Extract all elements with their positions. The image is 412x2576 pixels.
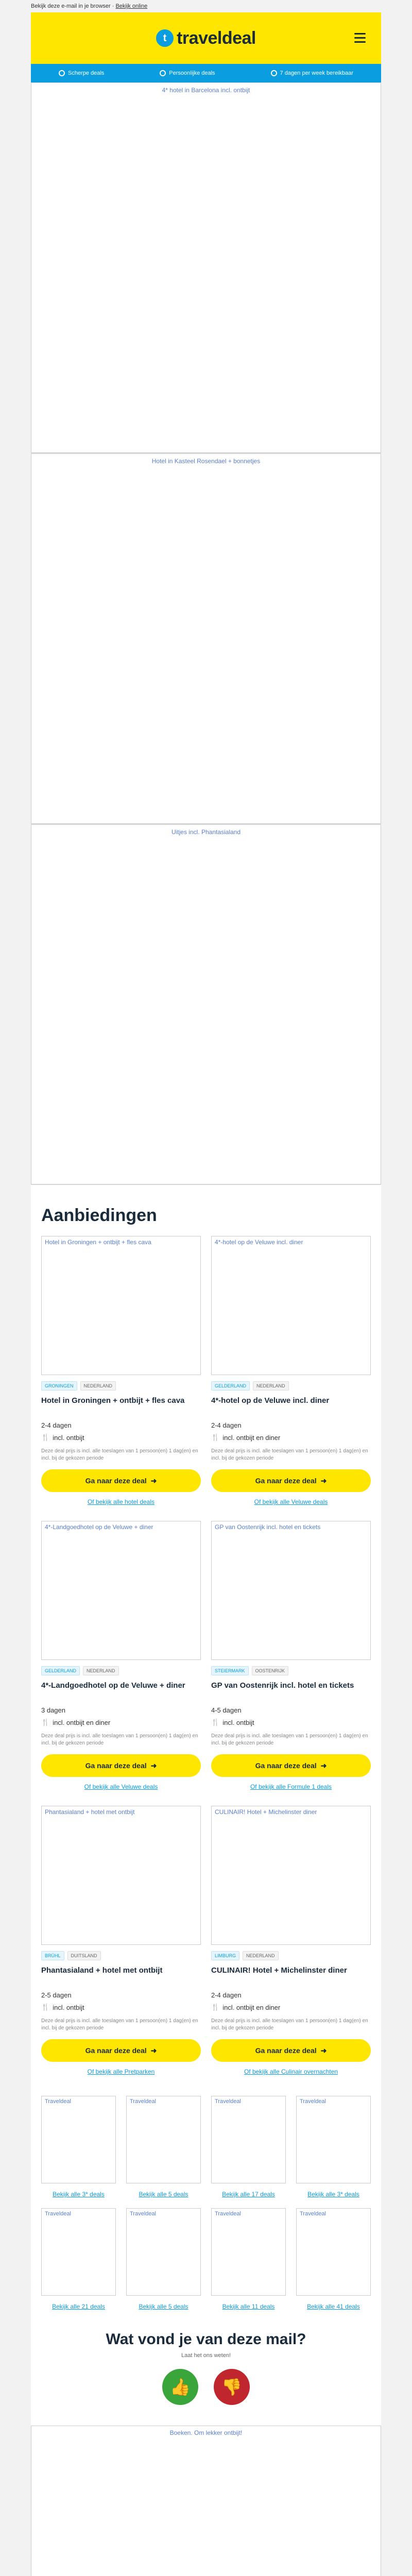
category-image-alt: Traveldeal xyxy=(45,2098,71,2105)
arrow-right-icon: ➜ xyxy=(150,1761,157,1770)
promo-banner[interactable] xyxy=(31,2426,381,2576)
offer-image[interactable] xyxy=(211,1521,371,1660)
offer-category-link[interactable]: Of bekijk alle Veluwe deals xyxy=(84,1783,158,1790)
usp-label: 7 dagen per week bereikbaar xyxy=(280,70,354,76)
go-to-deal-button[interactable] xyxy=(41,1469,201,1492)
offer-note: Deze deal prijs is incl. alle toeslagen van 1 persoon(en) 1 dag(en) en incl. bij de gekozen periode xyxy=(41,2018,198,2031)
offer-note: Deze deal prijs is incl. alle toeslagen van 1 persoon(en) 1 dag(en) en incl. bij de gekozen periode xyxy=(211,1448,368,1461)
offer-note: Deze deal prijs is incl. alle toeslagen van 1 persoon(en) 1 dag(en) en incl. bij de gekozen periode xyxy=(41,1733,198,1746)
view-online-link[interactable]: Bekijk online xyxy=(115,3,148,9)
category-image[interactable] xyxy=(41,2208,116,2296)
offer-meal xyxy=(41,1433,201,1442)
thumbs-up-icon[interactable]: 👍 xyxy=(162,2369,198,2405)
category-link[interactable]: Bekijk alle 41 deals xyxy=(307,2303,360,2310)
offer-image[interactable] xyxy=(211,1806,371,1945)
offer-card[interactable] xyxy=(41,1521,201,1790)
category-image[interactable] xyxy=(126,2096,201,2183)
offer-title[interactable]: Hotel in Groningen + ontbijt + fles cava xyxy=(41,1396,185,1405)
promo-alt-text: Boeken. Om lekker ontbijt! xyxy=(169,2429,243,2436)
usp-label: Persoonlijke deals xyxy=(169,70,215,76)
logo-mark-icon: t xyxy=(156,29,174,47)
usp-bar xyxy=(31,64,381,82)
offer-image[interactable] xyxy=(41,1236,201,1375)
offer-title[interactable]: 4*-Landgoedhotel op de Veluwe + diner xyxy=(41,1681,185,1690)
category-image-alt: Traveldeal xyxy=(215,2211,241,2217)
go-to-deal-button[interactable] xyxy=(211,2039,371,2062)
offer-meal xyxy=(41,1718,201,1726)
category-link[interactable]: Bekijk alle 17 deals xyxy=(222,2191,275,2198)
offer-card[interactable] xyxy=(211,1236,371,1505)
hero-alt-text: Hotel in Kasteel Rosendael + bonnetjes xyxy=(151,457,261,465)
country-tag: NEDERLAND xyxy=(80,1381,116,1391)
category-image[interactable] xyxy=(296,2096,371,2183)
hero-banner-rosendael[interactable] xyxy=(31,453,381,824)
category-image[interactable] xyxy=(41,2096,116,2183)
category-link[interactable]: Bekijk alle 3* deals xyxy=(307,2191,359,2198)
category-link[interactable]: Bekijk alle 5 deals xyxy=(139,2191,188,2198)
logo-text: traveldeal xyxy=(177,28,256,48)
offer-image-alt: CULINAIR! Hotel + Michelinster diner xyxy=(215,1808,317,1816)
hero-alt-text: Uitjes incl. Phantasialand xyxy=(171,828,241,836)
category-link[interactable]: Bekijk alle 3* deals xyxy=(53,2191,105,2198)
feedback-title: Wat vond je van deze mail? xyxy=(106,2331,306,2348)
arrow-right-icon: ➜ xyxy=(150,2046,157,2055)
check-icon xyxy=(160,70,166,76)
category-link[interactable]: Bekijk alle 21 deals xyxy=(52,2303,105,2310)
offer-meal-label: incl. ontbijt xyxy=(53,1433,84,1442)
offer-card[interactable] xyxy=(211,1806,371,2075)
offer-card[interactable] xyxy=(41,1806,201,2075)
category-link[interactable]: Bekijk alle 5 deals xyxy=(139,2303,188,2310)
offers-title: Aanbiedingen xyxy=(41,1206,157,1225)
offer-meal xyxy=(41,2003,201,2011)
offer-meal-label: incl. ontbijt en diner xyxy=(53,1718,111,1726)
offer-category-link[interactable]: Of bekijk alle Veluwe deals xyxy=(254,1498,328,1505)
usp-item xyxy=(160,70,215,76)
fork-knife-icon: 🍴 xyxy=(211,2003,220,2011)
cta-label: Ga naar deze deal xyxy=(85,2046,147,2055)
category-link-card[interactable] xyxy=(296,2096,371,2198)
cta-label: Ga naar deze deal xyxy=(85,1761,147,1770)
cta-label: Ga naar deze deal xyxy=(255,1477,317,1485)
category-image-alt: Traveldeal xyxy=(300,2211,326,2217)
country-tag: NEDERLAND xyxy=(83,1666,119,1675)
category-link-card[interactable] xyxy=(126,2208,201,2310)
offer-image[interactable] xyxy=(41,1521,201,1660)
region-tag: LIMBURG xyxy=(211,1951,239,1960)
go-to-deal-button[interactable] xyxy=(41,1754,201,1777)
fork-knife-icon: 🍴 xyxy=(41,1433,50,1441)
usp-item xyxy=(59,70,104,76)
feedback-section xyxy=(31,2310,381,2426)
cta-label: Ga naar deze deal xyxy=(255,2046,317,2055)
offer-duration: 2-5 dagen xyxy=(41,1991,72,1999)
hero-banner-phantasialand[interactable] xyxy=(31,824,381,1185)
category-link-card[interactable] xyxy=(126,2096,201,2198)
offer-meal-label: incl. ontbijt en diner xyxy=(222,1433,281,1442)
category-link-card[interactable] xyxy=(41,2208,116,2310)
category-image-alt: Traveldeal xyxy=(215,2098,241,2105)
offers-grid xyxy=(31,1236,381,2075)
offer-image-alt: Hotel in Groningen + ontbijt + fles cava xyxy=(45,1239,151,1246)
offer-meal-label: incl. ontbijt en diner xyxy=(222,2003,281,2011)
arrow-right-icon: ➜ xyxy=(320,1761,327,1770)
usp-item xyxy=(271,70,353,76)
hero-alt-text: 4* hotel in Barcelona incl. ontbijt xyxy=(162,87,250,94)
hero-banner-barcelona[interactable] xyxy=(31,82,381,453)
category-image[interactable] xyxy=(126,2208,201,2296)
offer-duration: 2-4 dagen xyxy=(211,1991,242,1999)
offer-card[interactable] xyxy=(41,1236,201,1505)
menu-icon[interactable] xyxy=(354,33,366,45)
offer-title[interactable]: CULINAIR! Hotel + Michelinster diner xyxy=(211,1966,347,1975)
offer-meal xyxy=(211,2003,371,2011)
category-image-alt: Traveldeal xyxy=(130,2211,156,2217)
offer-meal xyxy=(211,1718,371,1726)
region-tag: GELDERLAND xyxy=(211,1381,250,1391)
offer-category-link[interactable]: Of bekijk alle hotel deals xyxy=(87,1498,155,1505)
offer-meal xyxy=(211,1433,371,1442)
offer-duration: 4-5 dagen xyxy=(211,1706,242,1714)
country-tag: DUITSLAND xyxy=(67,1951,101,1960)
offer-note: Deze deal prijs is incl. alle toeslagen van 1 persoon(en) 1 dag(en) en incl. bij de gekozen periode xyxy=(41,1448,198,1461)
offer-image[interactable] xyxy=(41,1806,201,1945)
fork-knife-icon: 🍴 xyxy=(211,1718,220,1726)
category-link[interactable]: Bekijk alle 11 deals xyxy=(222,2303,275,2310)
go-to-deal-button[interactable] xyxy=(211,1754,371,1777)
category-image[interactable] xyxy=(211,2096,286,2183)
feedback-subtitle: Laat het ons weten! xyxy=(181,2352,231,2359)
category-link-card[interactable] xyxy=(296,2208,371,2310)
offer-note: Deze deal prijs is incl. alle toeslagen van 1 persoon(en) 1 dag(en) en incl. bij de gekozen periode xyxy=(211,2018,368,2031)
offer-image-alt: GP van Oostenrijk incl. hotel en tickets xyxy=(215,1523,321,1531)
region-tag: GELDERLAND xyxy=(41,1666,80,1675)
offer-image-alt: 4*-Landgoedhotel op de Veluwe + diner xyxy=(45,1523,153,1531)
offer-card[interactable] xyxy=(211,1521,371,1790)
arrow-right-icon: ➜ xyxy=(150,1476,157,1485)
check-icon xyxy=(271,70,277,76)
offer-image-alt: Phantasialand + hotel met ontbijt xyxy=(45,1808,135,1816)
region-tag: STEIERMARK xyxy=(211,1666,249,1675)
region-tag: GRONINGEN xyxy=(41,1381,77,1391)
thumbs-down-icon[interactable]: 👎 xyxy=(214,2369,250,2405)
usp-label: Scherpe deals xyxy=(67,70,105,76)
cta-label: Ga naar deze deal xyxy=(85,1477,147,1485)
offer-category-link[interactable]: Of bekijk alle Culinair overnachten xyxy=(244,2068,338,2075)
go-to-deal-button[interactable] xyxy=(41,2039,201,2062)
offer-duration: 3 dagen xyxy=(41,1706,65,1714)
arrow-right-icon: ➜ xyxy=(320,1476,327,1485)
offer-duration: 2-4 dagen xyxy=(41,1421,72,1429)
fork-knife-icon: 🍴 xyxy=(211,1433,220,1441)
category-image-alt: Traveldeal xyxy=(45,2211,71,2217)
preheader: Bekijk deze e-mail in je browser · Bekijk online xyxy=(31,3,148,9)
country-tag: OOSTENRIJK xyxy=(252,1666,289,1675)
offer-meal-label: incl. ontbijt xyxy=(53,2003,84,2011)
category-links-grid xyxy=(31,2075,381,2310)
fork-knife-icon: 🍴 xyxy=(41,1718,50,1726)
offer-note: Deze deal prijs is incl. alle toeslagen van 1 persoon(en) 1 dag(en) en incl. bij de gekozen periode xyxy=(211,1733,368,1746)
category-image-alt: Traveldeal xyxy=(300,2098,326,2105)
offer-image[interactable] xyxy=(211,1236,371,1375)
logo[interactable] xyxy=(156,28,256,48)
header xyxy=(31,12,381,64)
category-link-card[interactable] xyxy=(211,2208,286,2310)
email-body xyxy=(31,12,381,2576)
offer-image-alt: 4*-hotel op de Veluwe incl. diner xyxy=(215,1239,303,1246)
offer-meal-label: incl. ontbijt xyxy=(222,1718,254,1726)
arrow-right-icon: ➜ xyxy=(320,2046,327,2055)
check-icon xyxy=(59,70,65,76)
category-image[interactable] xyxy=(211,2208,286,2296)
region-tag: BRÜHL xyxy=(41,1951,64,1960)
category-image-alt: Traveldeal xyxy=(130,2098,156,2105)
category-link-card[interactable] xyxy=(41,2096,116,2198)
category-link-card[interactable] xyxy=(211,2096,286,2198)
category-image[interactable] xyxy=(296,2208,371,2296)
offer-category-link[interactable]: Of bekijk alle Pretparken xyxy=(87,2068,155,2075)
fork-knife-icon: 🍴 xyxy=(41,2003,50,2011)
cta-label: Ga naar deze deal xyxy=(255,1761,317,1770)
go-to-deal-button[interactable] xyxy=(211,1469,371,1492)
country-tag: NEDERLAND xyxy=(243,1951,279,1960)
offer-duration: 2-4 dagen xyxy=(211,1421,242,1429)
offer-title[interactable]: 4*-hotel op de Veluwe incl. diner xyxy=(211,1396,330,1405)
country-tag: NEDERLAND xyxy=(253,1381,289,1391)
preheader-text: Bekijk deze e-mail in je browser xyxy=(31,3,111,9)
offer-category-link[interactable]: Of bekijk alle Formule 1 deals xyxy=(250,1783,332,1790)
offer-title[interactable]: GP van Oostenrijk incl. hotel en tickets xyxy=(211,1681,354,1690)
offer-title[interactable]: Phantasialand + hotel met ontbijt xyxy=(41,1966,163,1975)
